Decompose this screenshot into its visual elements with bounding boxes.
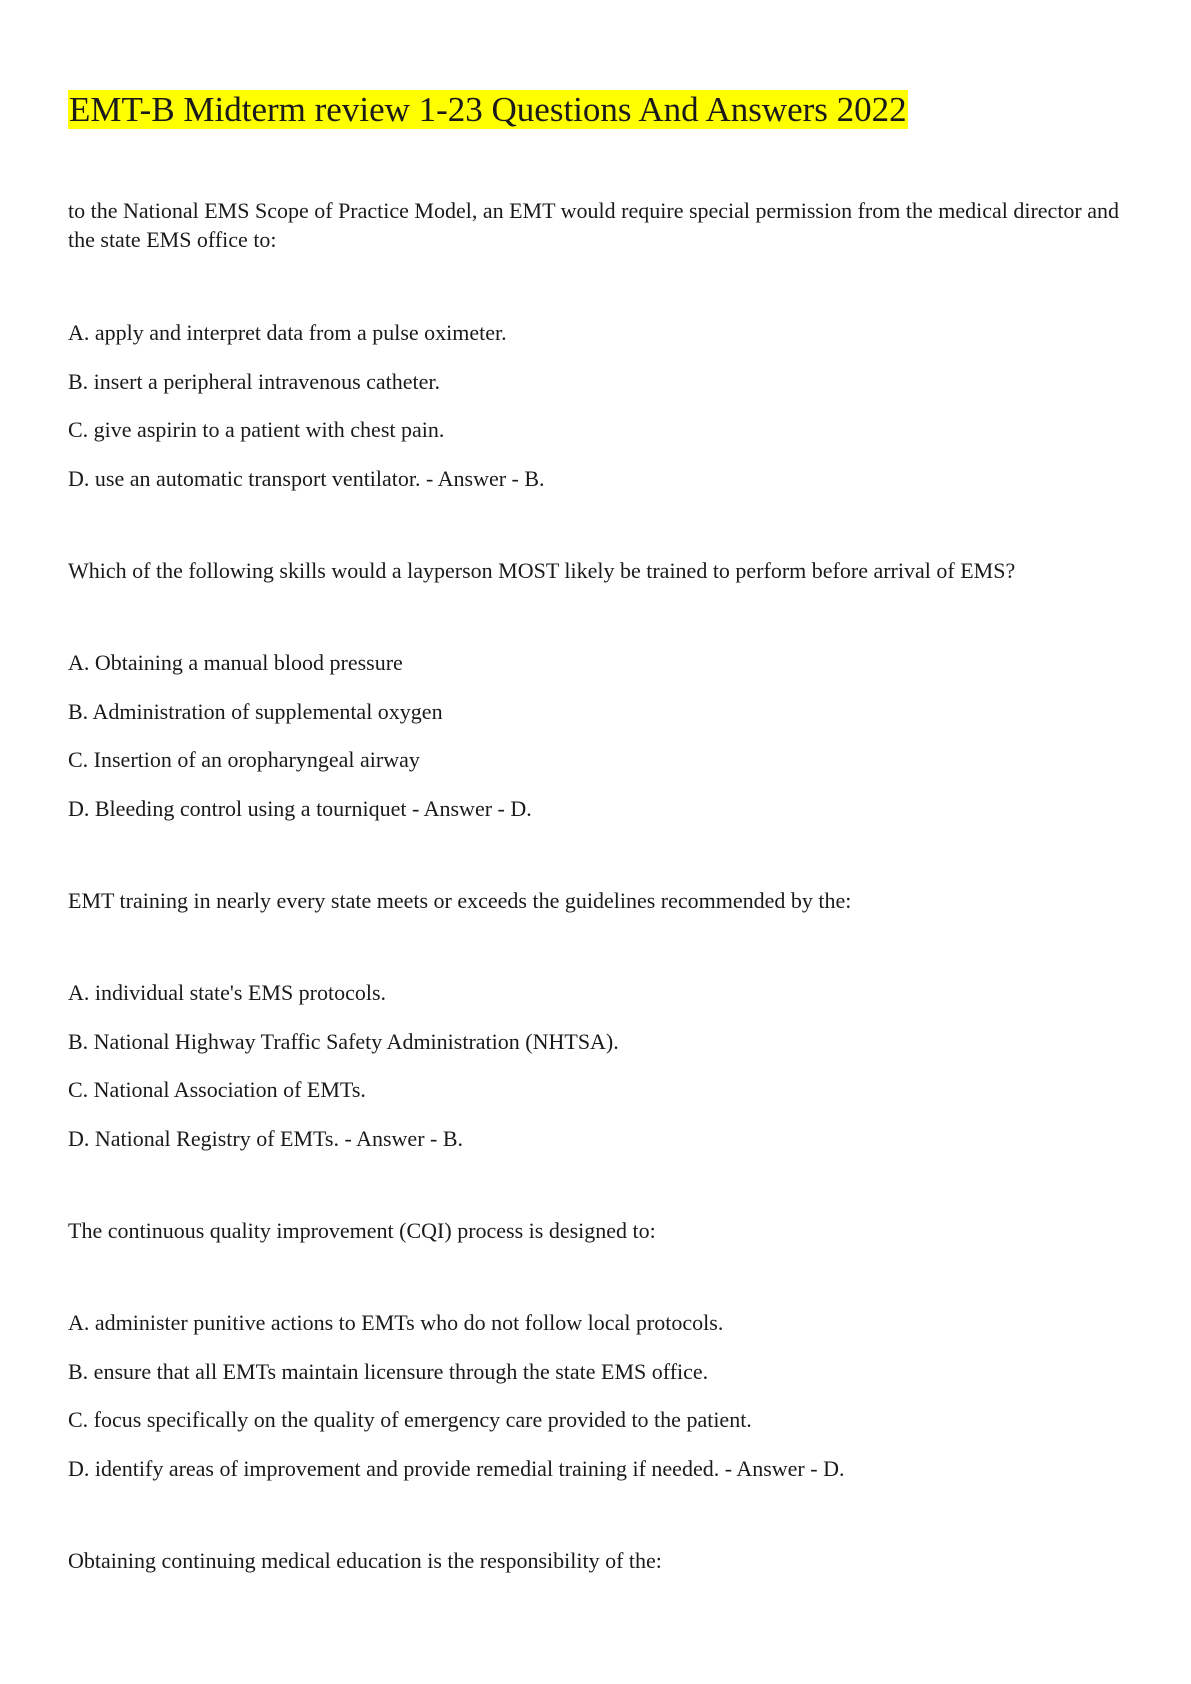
question-1-option-b: B. insert a peripheral intravenous catheter. (68, 369, 441, 394)
question-3-text: EMT training in nearly every state meets or exceeds the guidelines recommended by the: (68, 888, 852, 913)
question-2-text: Which of the following skills would a layperson MOST likely be trained to perform before arrival of EMS? (68, 558, 1016, 583)
document-title (68, 86, 908, 134)
question-1-option-d: D. use an automatic transport ventilator. - Answer - B. (68, 466, 545, 491)
question-4-option-c: C. focus specifically on the quality of emergency care provided to the patient. (68, 1407, 752, 1432)
question-2-option-c: C. Insertion of an oropharyngeal airway (68, 747, 420, 772)
question-3-option-b: B. National Highway Traffic Safety Administration (NHTSA). (68, 1029, 619, 1054)
question-3-option-a: A. individual state's EMS protocols. (68, 980, 387, 1005)
question-1-text: to the National EMS Scope of Practice Model, an EMT would require special permission from the medical director and the state EMS office to: (68, 198, 1120, 252)
question-2-option-b: B. Administration of supplemental oxygen (68, 699, 443, 724)
question-1-option-c: C. give aspirin to a patient with chest pain. (68, 417, 445, 442)
question-4-option-a: A. administer punitive actions to EMTs who do not follow local protocols. (68, 1310, 724, 1335)
question-5-text: Obtaining continuing medical education is the responsibility of the: (68, 1548, 662, 1573)
question-4-text: The continuous quality improvement (CQI) process is designed to: (68, 1218, 656, 1243)
question-3-option-d: D. National Registry of EMTs. - Answer - B. (68, 1126, 464, 1151)
question-2-option-a: A. Obtaining a manual blood pressure (68, 650, 403, 675)
question-2-option-d: D. Bleeding control using a tourniquet - Answer - D. (68, 796, 532, 821)
question-3-option-c: C. National Association of EMTs. (68, 1077, 366, 1102)
title-highlight: EMT-B Midterm review 1-23 Questions And Answers 2022 (69, 90, 907, 129)
question-4-option-d: D. identify areas of improvement and provide remedial training if needed. - Answer - D. (68, 1456, 845, 1481)
question-4-option-b: B. ensure that all EMTs maintain licensure through the state EMS office. (68, 1359, 709, 1384)
question-1-option-a: A. apply and interpret data from a pulse oximeter. (68, 320, 507, 345)
